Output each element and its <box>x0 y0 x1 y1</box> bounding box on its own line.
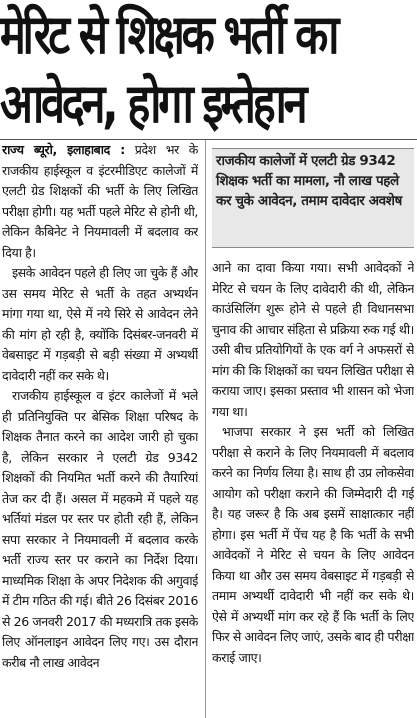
article-left-column <box>2 140 198 718</box>
headline-line-2: आवेदन, होगा इम्तेहान <box>0 72 305 135</box>
highlight-callout: राजकीय कालेजों में एलटी ग्रेड 9342 शिक्षक भर्ती का मामला, नौ लाख पहले कर चुके आवेदन, तमाम दावेदार अवशेष <box>212 148 414 248</box>
article-paragraph-5: भाजपा सरकार ने इस भर्ती को लिखित परीक्षा से कराने के लिए नियमावली में बदलाव करने का निर्णय लिया है। साथ ही उप्र लोकसेवा आयोग को परीक्षा कराने की जिम्मेदारी दी गई है। यह जरूर है कि अब इसमें साक्षात्कार नहीं होगा। इस भर्ती में पेंच यह है कि भर्ती के सभी आवेदकों ने मेरिट से चयन के लिए आवेदन किया था और उस समय वेबसाइट में गड़बड़ी से तमाम अभ्यर्थी दावेदारी भी नहीं कर सके थे। ऐसे में अभ्यर्थी मांग कर रहे हैं कि भर्ती के लिए फिर से आवेदन लिए जाएं, उसके बाद ही परीक्षा कराई जाए। <box>212 424 414 665</box>
dateline: राज्य ब्यूरो, इलाहाबाद : <box>2 142 125 157</box>
article-paragraph-1 <box>2 140 198 263</box>
headline-line-1: मेरिट से शिक्षक भर्ती का <box>0 3 337 66</box>
article-paragraph-3: राजकीय हाईस्कूल व इंटर कालेजों में भले ही प्रतिनियुक्ति पर बेसिक शिक्षा परिषद के शिक्षक तैनात करने का आदेश जारी हो चुका है, लेकिन सरकार ने एलटी ग्रेड 9342 शिक्षकों की नियमित भर्ती करने की तैयारियां तेज कर दी हैं। असल में महकमे में पहले यह भर्तियां मंडल पर स्तर पर होती रही हैं, लेकिन सपा सरकार ने नियमावली में बदलाव करके भर्ती राज्य स्तर पर कराने का निर्देश दिया। माध्यमिक शिक्षा के अपर निदेशक की अगुवाई में टीम गठित की गई। बीते 26 दिसंबर 2016 से 26 जनवरी 2017 की मध्यरात्रि तक इसके लिए ऑनलाइन आवेदन लिए गए। उस दौरान करीब नौ लाख आवेदन <box>2 388 198 670</box>
article-paragraph-2: इसके आवेदन पहले ही लिए जा चुके हैं और उस समय मेरिट से भर्ती के तहत अभ्यर्थन मांगा गया था, ऐसे में नये सिरे से आवेदन लेने की मांग हो रही है, क्योंकि दिसंबर-जनवरी में वेबसाइट में गड़बड़ी से बड़ी संख्या में अभ्यर्थी दावेदारी नहीं कर सके थे। <box>2 265 198 383</box>
paragraph-text: प्रदेश भर के राजकीय हाईस्कूल व इंटरमीडिएट कालेजों में एलटी ग्रेड शिक्षकों की भर्ती के लिए लिखित परीक्षा होगी। यह भर्ती पहले मेरिट से होनी थी, लेकिन कैबिनेट ने नियमावली में बदलाव कर दिया है। <box>2 142 198 260</box>
article-right-column <box>212 258 414 718</box>
column-divider <box>205 140 206 718</box>
article-paragraph-4: आने का दावा किया गया। सभी आवेदकों ने मेरिट से चयन के लिए दावेदारी की थी, लेकिन काउंसिलिंग शुरू होने से पहले ही विधानसभा चुनाव की आचार संहिता से प्रक्रिया रुक गई थी। उसी बीच प्रतियोगियों के एक वर्ग ने अफसरों से मांग की कि शिक्षकों का चयन लिखित परीक्षा से कराया जाए। इसका प्रस्ताव भी शासन को भेजा गया था। <box>212 260 414 419</box>
